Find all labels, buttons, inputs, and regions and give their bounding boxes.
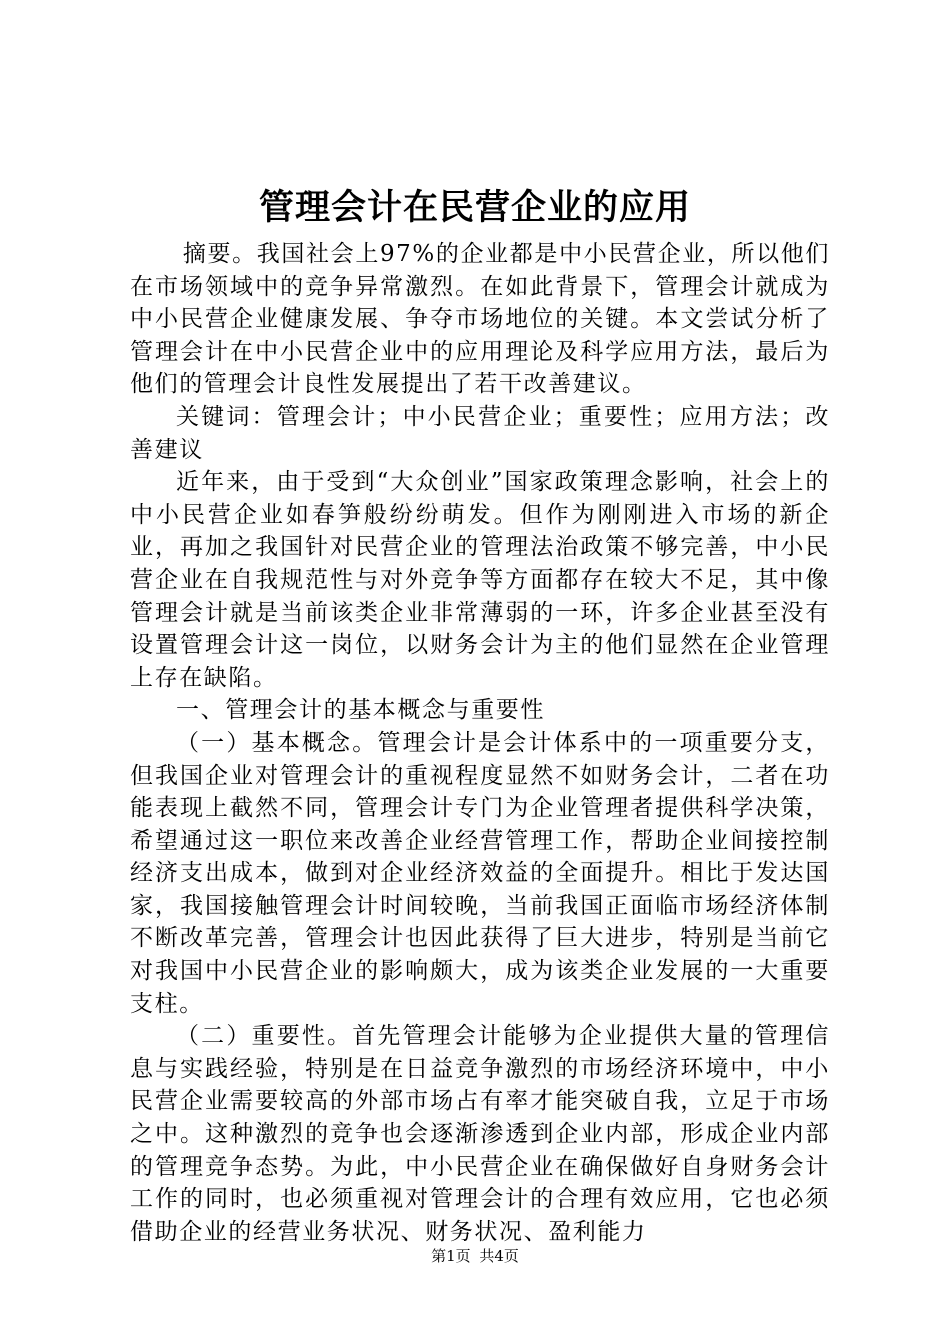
page-total: 共4页 [479, 1247, 519, 1265]
intro-paragraph: 近年来，由于受到“大众创业”国家政策理念影响，社会上的中小民营企业如春笋般纷纷萌发。但作为刚刚进入市场的新企业，再加之我国针对民营企业的管理法治政策不够完善，中小民营企业在自我规范性与对外竞争等方面都存在较大不足，其中像管理会计就是当前该类企业非常薄弱的一环，许多企业甚至没有设置管理会计这一岗位，以财务会计为主的他们显然在企业管理上存在缺陷。 [130, 469, 830, 691]
document-body [130, 238, 830, 1248]
section-heading: 一、管理会计的基本概念与重要性 [176, 697, 545, 724]
page-footer [0, 1245, 950, 1266]
keywords-paragraph: 关键词：管理会计；中小民营企业；重要性；应用方法；改善建议 [130, 403, 830, 463]
document-title: 管理会计在民营企业的应用 [258, 187, 691, 228]
importance-paragraph: （二）重要性。首先管理会计能够为企业提供大量的管理信息与实践经验，特别是在日益竞争激烈的市场经济环境中，中小民营企业需要较高的外部市场占有率才能突破自我，立足于市场之中。这种激烈的竞争也会逐渐渗透到企业内部，形成企业内部的管理竞争态势。为此，中小民营企业在确保做好自身财务会计工作的同时，也必须重视对管理会计的合理有效应用，它也必须借助企业的经营业务状况、财务状况、盈利能力 [130, 1023, 830, 1245]
concept-paragraph: （一）基本概念。管理会计是会计体系中的一项重要分支，但我国企业对管理会计的重视程度显然不如财务会计，二者在功能表现上截然不同，管理会计专门为企业管理者提供科学决策，希望通过这一职位来改善企业经营管理工作，帮助企业间接控制经济支出成本，做到对企业经济效益的全面提升。相比于发达国家，我国接触管理会计时间较晚，当前我国正面临市场经济体制不断改革完善，管理会计也因此获得了巨大进步，特别是当前它对我国中小民营企业的影响颇大，成为该类企业发展的一大重要支柱。 [130, 729, 830, 1017]
page-number: 第1页 [431, 1247, 471, 1265]
abstract-paragraph: 摘要。我国社会上97%的企业都是中小民营企业，所以他们在市场领域中的竞争异常激烈。在如此背景下，管理会计就成为中小民营企业健康发展、争夺市场地位的关键。本文尝试分析了管理会计在中小民营企业中的应用理论及科学应用方法，最后为他们的管理会计良性发展提出了若干改善建议。 [130, 241, 830, 398]
